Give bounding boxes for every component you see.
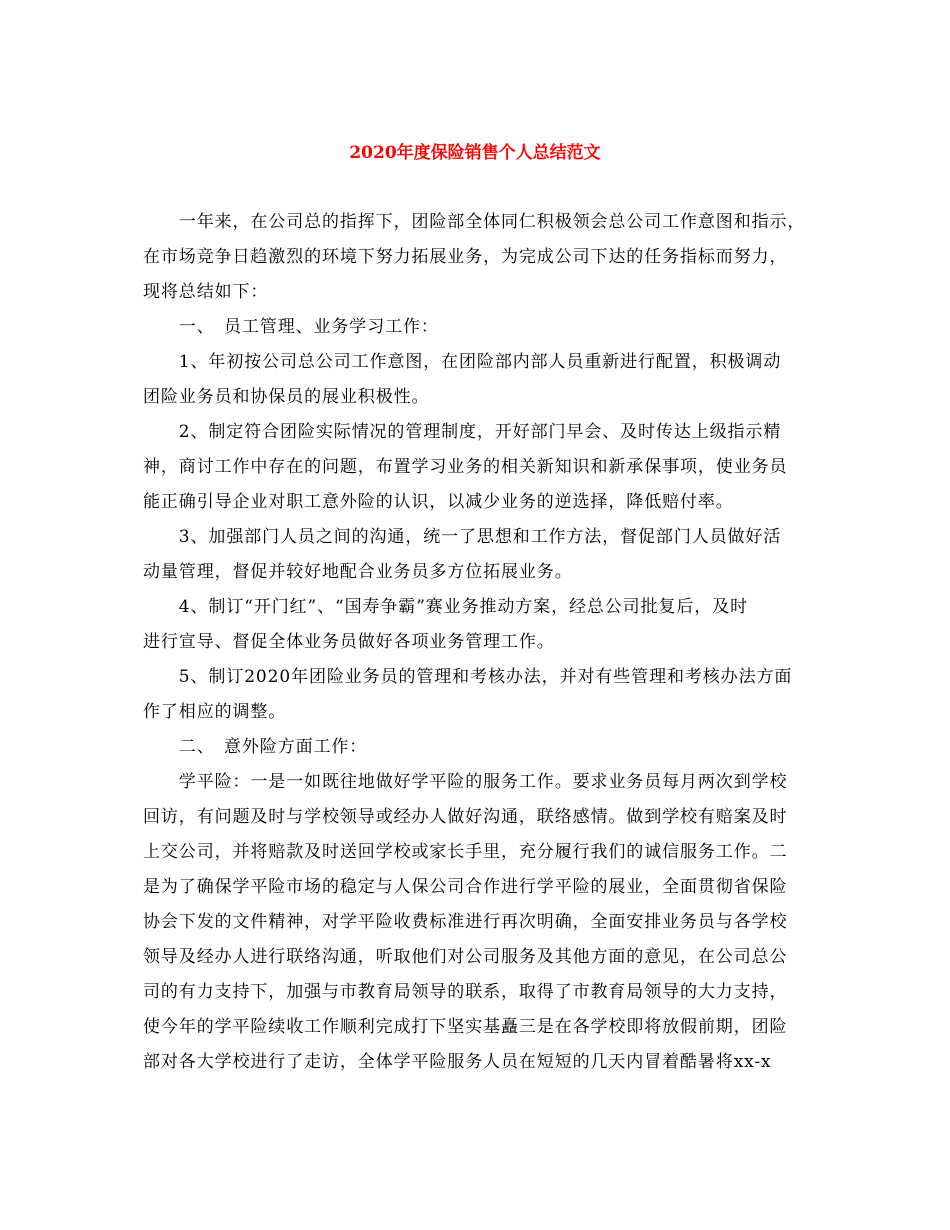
paragraph-line: 是为了确保学平险市场的稳定与人保公司合作进行学平险的展业，全面贯彻省保险	[143, 877, 788, 897]
paragraph-line: 1、年初按公司总公司工作意图，在团险部内部人员重新进行配置，积极调动	[143, 352, 782, 372]
paragraph-line: 进行宣导、督促全体业务员做好各项业务管理工作。	[143, 632, 555, 652]
paragraph-line: 司的有力支持下，加强与市教育局领导的联系，取得了市教育局领导的大力支持，	[143, 982, 788, 1002]
paragraph-line: 在市场竞争日趋激烈的环境下努力拓展业务，为完成公司下达的任务指标而努力，	[143, 247, 788, 267]
paragraph-line: 一年来，在公司总的指挥下，团险部全体同仁积极领会总公司工作意图和指示，	[143, 212, 806, 232]
paragraph-line: 2、制定符合团险实际情况的管理制度，开好部门早会、及时传达上级指示精	[143, 422, 782, 442]
paragraph-line: 4、制订“开门红”、“国寿争霸”赛业务推动方案，经总公司批复后，及时	[143, 597, 748, 617]
paragraph-line: 部对各大学校进行了走访，全体学平险服务人员在短短的几天内冒着酷暑将xx-x	[143, 1052, 772, 1072]
paragraph-line: 学平险：一是一如既往地做好学平险的服务工作。要求业务员每月两次到学校	[143, 772, 788, 792]
paragraph-line: 领导及经办人进行联络沟通，听取他们对公司服务及其他方面的意见，在公司总公	[143, 947, 788, 967]
paragraph-line: 上交公司，并将赔款及时送回学校或家长手里，充分履行我们的诚信服务工作。二	[143, 842, 788, 862]
paragraph-line: 神，商讨工作中存在的问题，布置学习业务的相关新知识和新承保事项，使业务员	[143, 457, 788, 477]
paragraph-line: 作了相应的调整。	[143, 702, 287, 722]
section-heading: 二、 意外险方面工作：	[143, 737, 368, 757]
paragraph-line: 协会下发的文件精神，对学平险收费标准进行再次明确，全面安排业务员与各学校	[143, 912, 788, 932]
paragraph-line: 能正确引导企业对职工意外险的认识，以减少业务的逆选择，降低赔付率。	[143, 492, 734, 512]
paragraph-line: 回访，有问题及时与学校领导或经办人做好沟通，联络感情。做到学校有赔案及时	[143, 807, 788, 827]
paragraph-line: 使今年的学平险续收工作顺利完成打下坚实基矗三是在各学校即将放假前期，团险	[143, 1017, 788, 1037]
document-title: 2020年度保险销售个人总结范文	[349, 143, 601, 163]
paragraph-line: 动量管理，督促并较好地配合业务员多方位拓展业务。	[143, 562, 573, 582]
paragraph-line: 3、加强部门人员之间的沟通，统一了思想和工作方法，督促部门人员做好活	[143, 527, 782, 547]
paragraph-line: 团险业务员和协保员的展业积极性。	[143, 387, 430, 407]
paragraph-line: 现将总结如下：	[143, 282, 269, 302]
paragraph-line: 5、制订2020年团险业务员的管理和考核办法，并对有些管理和考核办法方面	[143, 667, 793, 687]
section-heading: 一、 员工管理、业务学习工作：	[143, 317, 439, 337]
